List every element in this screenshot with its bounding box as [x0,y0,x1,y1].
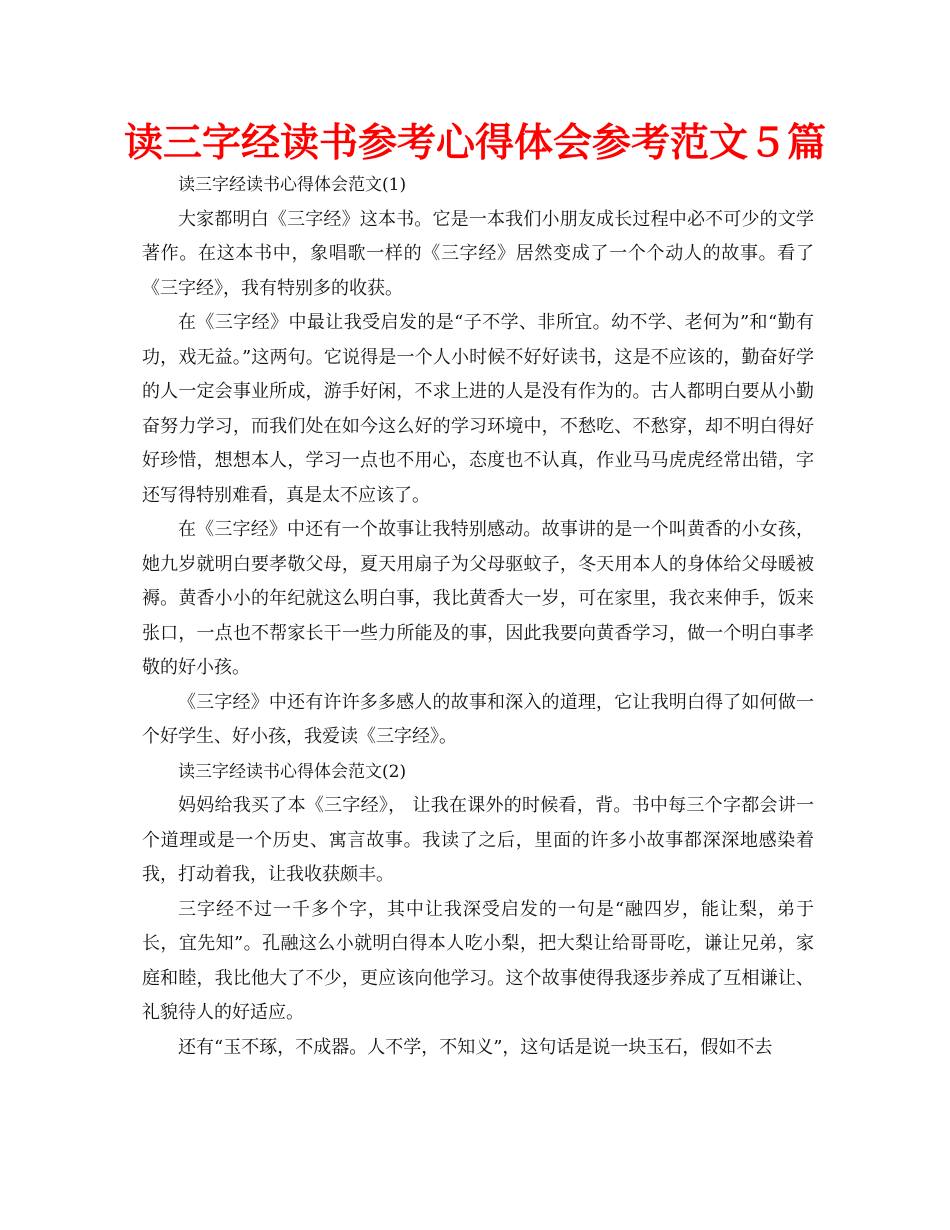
paragraph: 在《三字经》中最让我受启发的是“子不学、非所宜。幼不学、老何为”和“勤有功，戏无益。”这两句。它说得是一个人小时候不好好读书，这是不应该的，勤奋好学的人一定会事业所成，游手好闲，不求上进的人是没有作为的。古人都明白要从小勤奋努力学习，而我们处在如今这么好的学习环境中，不愁吃、不愁穿，却不明白得好好珍惜，想想本人，学习一点也不用心，态度也不认真，作业马马虎虎经常出错，字还写得特别难看，真是太不应该了。 [142,312,814,506]
section-heading-2: 读三字经读书心得体会范文(2) [178,761,407,782]
document-body [142,168,814,1065]
paragraph: 大家都明白《三字经》这本书。它是一本我们小朋友成长过程中必不可少的文学著作。在这本书中，象唱歌一样的《三字经》居然变成了一个个动人的故事。看了《三字经》，我有特别多的收获。 [142,208,814,299]
paragraph: 《三字经》中还有许许多多感人的故事和深入的道理，它让我明白得了如何做一个好学生、好小孩，我爱读《三字经》。 [142,691,814,747]
paragraph: 还有“玉不琢，不成器。人不学，不知义”，这句话是说一块玉石，假如不去 [178,1036,773,1058]
paragraph: 在《三字经》中还有一个故事让我特别感动。故事讲的是一个叫黄香的小女孩，她九岁就明白要孝敬父母，夏天用扇子为父母驱蚊子，冬天用本人的身体给父母暖被褥。黄香小小的年纪就这么明白事，我比黄香大一岁，可在家里，我衣来伸手，饭来张口，一点也不帮家长干一些力所能及的事，因此我要向黄香学习，做一个明白事孝敬的好小孩。 [142,519,814,678]
paragraph: 妈妈给我买了本《三字经》， 让我在课外的时候看，背。书中每三个字都会讲一个道理或是一个历史、寓言故事。我读了之后，里面的许多小故事都深深地感染着我，打动着我，让我收获颇丰。 [142,795,814,885]
paragraph: 三字经不过一千多个字，其中让我深受启发的一句是“融四岁，能让梨，弟于长，宜先知”。孔融这么小就明白得本人吃小梨，把大梨让给哥哥吃，谦让兄弟，家庭和睦，我比他大了不少，更应该向他学习。这个故事使得我逐步养成了互相谦让、礼貌待人的好适应。 [142,898,814,1023]
section-heading-1: 读三字经读书心得体会范文(1) [178,175,407,195]
document-title: 读三字经读书参考心得体会参考范文５篇 [123,121,826,166]
